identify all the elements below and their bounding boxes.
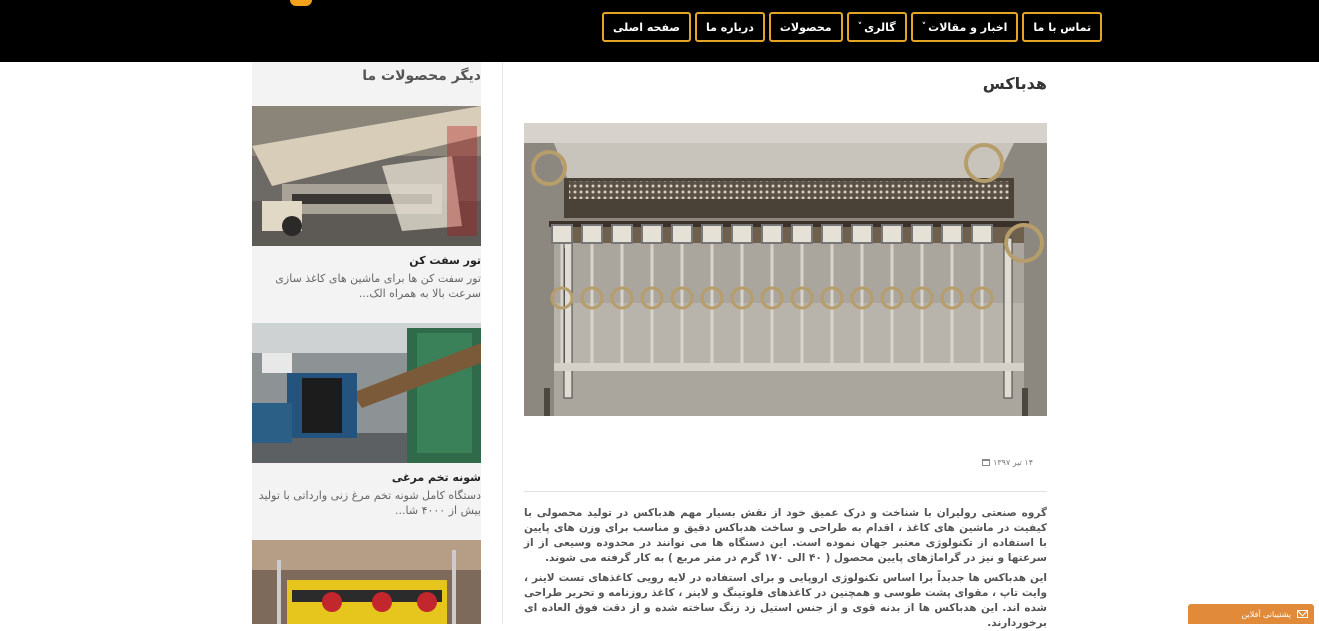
logo[interactable] [290,0,312,6]
sidebar-product-card[interactable] [252,106,481,301]
product-image[interactable] [252,323,481,463]
product-image[interactable] [252,106,481,246]
product-image[interactable] [252,540,481,624]
sidebar-title: دیگر محصولات ما [362,68,481,84]
sidebar-product-card[interactable] [252,540,481,624]
column-divider [502,62,503,624]
nav-gallery[interactable] [847,12,907,42]
chevron-down-icon: ˅ [857,22,863,32]
mail-icon [1297,610,1308,618]
top-header [0,0,1319,62]
nav-home-label: صفحه اصلی [613,20,680,34]
support-label: پشتیبانی آفلاین [1241,609,1291,619]
nav-news[interactable] [911,12,1019,42]
article-paragraph: گروه صنعتی رولیران با شناخت و درک عمیق خود از نقش بسیار مهم هدباکس در تولید محصولی با کیفیت در ماشین های کاغذ ، اقدام به طراحی و ساخت هدباکس دقیق و مناسب برای وزن های پایین با استفاده از تکنولوژی معتبر جهان نموده است. این دستگاه ها می توانند در محدوده وسیعی از از سرعتها و نیز در گراماژهای پایین محصول ( ۴۰ الی ۱۷۰ گرم در متر مربع ) به کار گرفته می شوند. [524,507,1047,564]
nav-about-label: درباره ما [706,20,754,34]
product-name[interactable]: شونه تخم مرغی [391,471,481,484]
date-text: ۱۴ تیر ۱۳۹۷ [993,458,1033,467]
content-divider [524,491,1047,492]
nav-home[interactable] [602,12,691,42]
nav-news-label: اخبار و مقالات [928,20,1008,34]
page-title: هدباکس [982,74,1047,93]
product-name[interactable]: تور سفت کن [409,254,481,267]
headbox-photo[interactable] [524,123,1047,416]
article-paragraph: این هدباکس ها جدیداً برا اساس تکنولوژی اروپایی و برای استفاده در لایه رویی کاغذهای تست لاینر ، وایت تاپ ، مقوای پشت طوسی و همچنین در کاغذهای فلوتینگ و لاینر ، کاغذ روزنامه و تحریر طراحی شده اند. این هدباکس ها از بدنه قوی و از جنس استیل زد زنگ ساخته شده و از دقت فوق العاده ای برخوردارند. [524,572,1047,629]
product-description: دستگاه کامل شونه تخم مرغ زنی وارداتی با تولید بیش از ۴۰۰۰ شا... [258,489,481,517]
nav-contact-label: تماس با ما [1033,20,1092,34]
sidebar-product-card[interactable] [252,323,481,518]
calendar-icon [982,459,990,466]
chevron-down-icon: ˅ [921,22,927,32]
post-date [982,458,1033,467]
offline-support-button[interactable] [1188,604,1314,624]
nav-products-label: محصولات [779,20,832,34]
nav-about[interactable] [695,12,765,42]
nav-contact[interactable] [1022,12,1102,42]
product-description: تور سفت کن ها برای ماشین های کاغذ سازی سرعت بالا به همراه الک... [275,272,481,300]
nav-products[interactable] [769,12,843,42]
nav-gallery-label: گالری [864,20,896,34]
main-nav [602,12,1102,42]
